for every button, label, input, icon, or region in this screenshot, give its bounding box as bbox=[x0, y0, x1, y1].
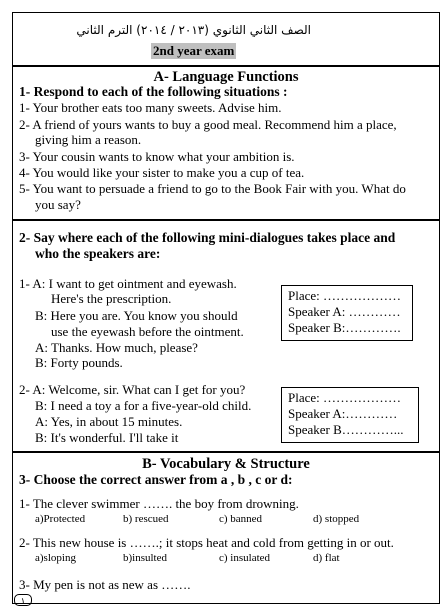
mcq2-options bbox=[35, 552, 425, 564]
q1-item: you say? bbox=[35, 197, 81, 212]
q1-item: 2- A friend of yours wants to buy a good meal. Recommend him a place, bbox=[19, 117, 397, 132]
q3-heading: 3- Choose the correct answer from a , b , c or d: bbox=[19, 472, 293, 487]
dialogue1-line: use the eyewash before the ointment. bbox=[51, 324, 244, 339]
option-a: a)Protected bbox=[35, 513, 86, 525]
option-b: b) rescued bbox=[123, 513, 169, 525]
q1-item: 5- You want to persuade a friend to go to the Book Fair with you. What do bbox=[19, 181, 406, 196]
speaker-b-label: Speaker B…………... bbox=[288, 422, 404, 437]
q1-item: 3- Your cousin wants to know what your ambition is. bbox=[19, 149, 295, 164]
dialogue1-line: B: Here you are. You know you should bbox=[35, 308, 238, 323]
place-label: Place: ……………… bbox=[288, 288, 402, 303]
dialogue2-line: 2- A: Welcome, sir. What can I get for you? bbox=[19, 382, 246, 397]
mcq3-stem: 3- My pen is not as new as ……. bbox=[19, 577, 191, 592]
option-c: c) insulated bbox=[219, 552, 271, 564]
page-number: ١ bbox=[14, 594, 32, 606]
arabic-grade-title: الصف الثاني الثانوي (٢٠١٣ / ٢٠١٤) الترم الثاني bbox=[76, 23, 311, 37]
dialogue1-line: A: Thanks. How much, please? bbox=[35, 340, 198, 355]
mcq1-options bbox=[35, 513, 425, 525]
option-d: d) flat bbox=[313, 552, 340, 564]
section-a-q2 bbox=[13, 221, 439, 453]
exam-title: 2nd year exam bbox=[153, 43, 235, 58]
speaker-a-label: Speaker A:………… bbox=[288, 406, 398, 421]
q2-heading: 2- Say where each of the following mini-dialogues takes place and bbox=[19, 230, 396, 245]
q1-heading: 1- Respond to each of the following situations : bbox=[19, 84, 288, 99]
q1-item: 4- You would like your sister to make you a cup of tea. bbox=[19, 165, 305, 180]
option-c: c) banned bbox=[219, 513, 263, 525]
section-a-title: A- Language Functions bbox=[153, 69, 299, 85]
q1-item: 1- Your brother eats too many sweets. Advise him. bbox=[19, 100, 282, 115]
q1-item: giving him a reason. bbox=[35, 132, 142, 147]
option-b: b)insulted bbox=[123, 552, 167, 564]
exam-page bbox=[12, 12, 440, 604]
place-label: Place: ……………… bbox=[288, 390, 402, 405]
section-a-q1 bbox=[13, 67, 439, 221]
option-a: a)sloping bbox=[35, 552, 76, 564]
speaker-b-label: Speaker B:…………. bbox=[288, 320, 401, 335]
answer-box-1 bbox=[281, 285, 413, 341]
q2-heading: who the speakers are: bbox=[35, 246, 161, 261]
exam-header bbox=[13, 13, 439, 67]
dialogue1-line: B: Forty pounds. bbox=[35, 355, 123, 370]
dialogue1-line: Here's the prescription. bbox=[51, 291, 172, 306]
option-d: d) stopped bbox=[313, 513, 360, 525]
speaker-a-label: Speaker A: ………… bbox=[288, 304, 401, 319]
mcq2-stem: 2- This new house is …….; it stops heat and cold from getting in or out. bbox=[19, 535, 394, 550]
mcq1-stem: 1- The clever swimmer ……. the boy from drowning. bbox=[19, 496, 299, 511]
dialogue2-line: B: I need a toy a for a five-year-old child. bbox=[35, 398, 252, 413]
dialogue1-line: 1- A: I want to get ointment and eyewash. bbox=[19, 276, 237, 291]
section-b-title: B- Vocabulary & Structure bbox=[142, 456, 310, 472]
answer-box-2 bbox=[281, 387, 419, 443]
dialogue2-line: B: It's wonderful. I'll take it bbox=[35, 430, 179, 445]
section-b bbox=[13, 453, 439, 603]
dialogue2-line: A: Yes, in about 15 minutes. bbox=[35, 414, 183, 429]
